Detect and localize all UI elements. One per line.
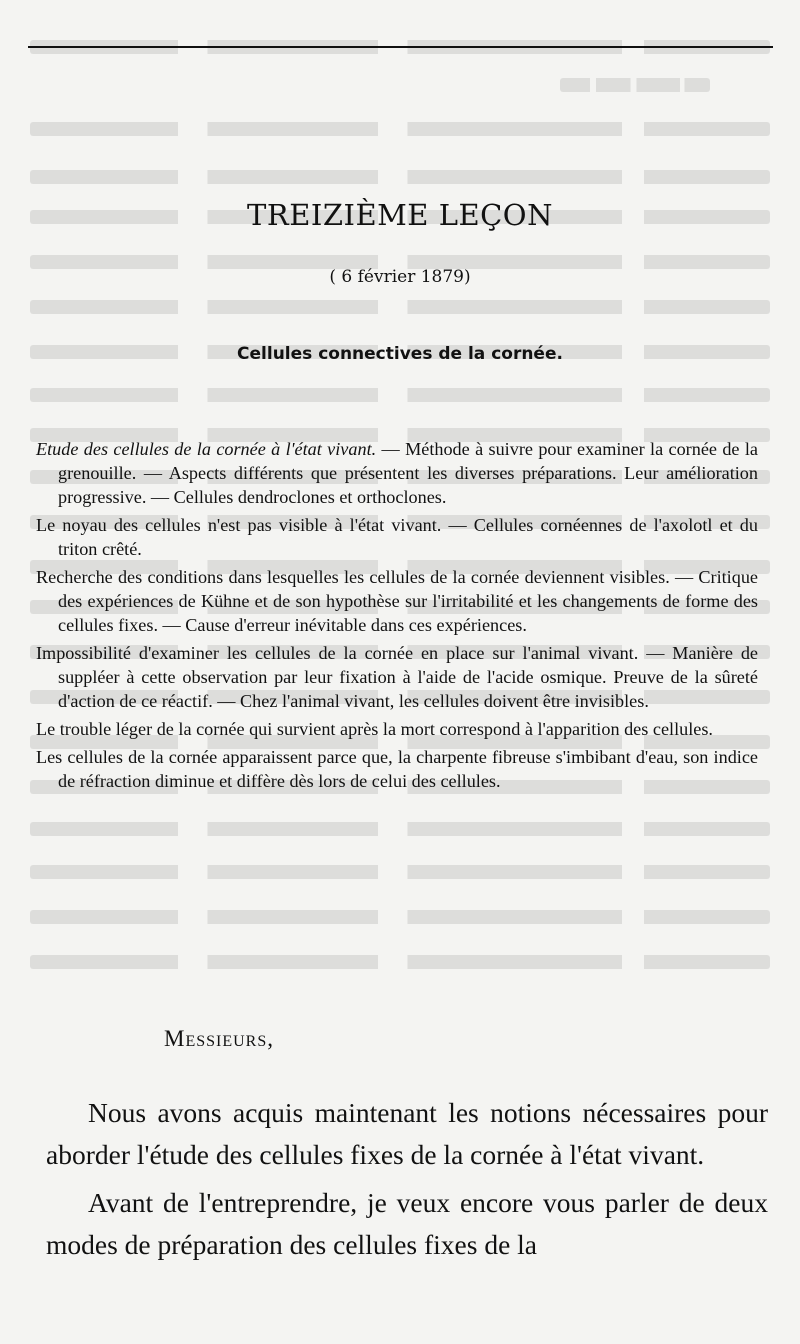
body-paragraph: Avant de l'entreprendre, je veux encore vous parler de deux modes de préparation des cellules fixes de la — [46, 1187, 768, 1260]
summary-lead: Etude des cellules de la cornée à l'état vivant. — [36, 439, 377, 459]
summary-text: — Méthode à suivre pour examiner la cornée de la grenouille. — Aspects différents que présentent les diverses préparations. Leur amélioration progressive. — Cellules dendroclones et orthoclones. — [58, 439, 758, 507]
body-text — [46, 1092, 768, 1272]
summary-text: Recherche des conditions dans lesquelles les cellules de la cornée deviennent visibles. — Critique des expériences de Kühne et de son hypothèse sur l'irritabilité et les changements de forme des cellules fixes. — Cause d'erreur inévitable dans ces expériences. — [36, 567, 758, 635]
summary-text: Le trouble léger de la cornée qui survient après la mort correspond à l'apparition des cellules. — [36, 719, 713, 739]
summary-text: Le noyau des cellules n'est pas visible à l'état vivant. — Cellules cornéennes de l'axolotl et du triton crêté. — [36, 515, 758, 559]
summary-paragraph — [36, 513, 758, 561]
chapter-subtitle: Cellules connectives de la cornée. — [237, 344, 563, 364]
header-rule — [28, 46, 773, 48]
summary-paragraph — [36, 437, 758, 509]
summary-paragraph — [36, 745, 758, 793]
salutation: Messieurs, — [164, 1026, 274, 1051]
body-paragraph: Nous avons acquis maintenant les notions nécessaires pour aborder l'étude des cellules fixes de la cornée à l'état vivant. — [46, 1097, 768, 1170]
chapter-date: ( 6 février 1879) — [329, 267, 471, 287]
summary-text: Les cellules de la cornée apparaissent parce que, la charpente fibreuse s'imbibant d'eau, son indice de réfraction diminue et diffère dès lors de celui des cellules. — [36, 747, 758, 791]
summary-paragraph — [36, 717, 758, 741]
summary-paragraph — [36, 565, 758, 637]
chapter-summary — [36, 437, 758, 797]
chapter-title: TREIZIÈME LEÇON — [247, 198, 553, 232]
summary-paragraph — [36, 641, 758, 713]
summary-text: Impossibilité d'examiner les cellules de la cornée en place sur l'animal vivant. — Manière de suppléer à cette observation par leur fixation à l'aide de l'acide osmique. Preuve de la sûreté d'action de ce réactif. — Chez l'animal vivant, les cellules doivent être invisibles. — [36, 643, 758, 711]
